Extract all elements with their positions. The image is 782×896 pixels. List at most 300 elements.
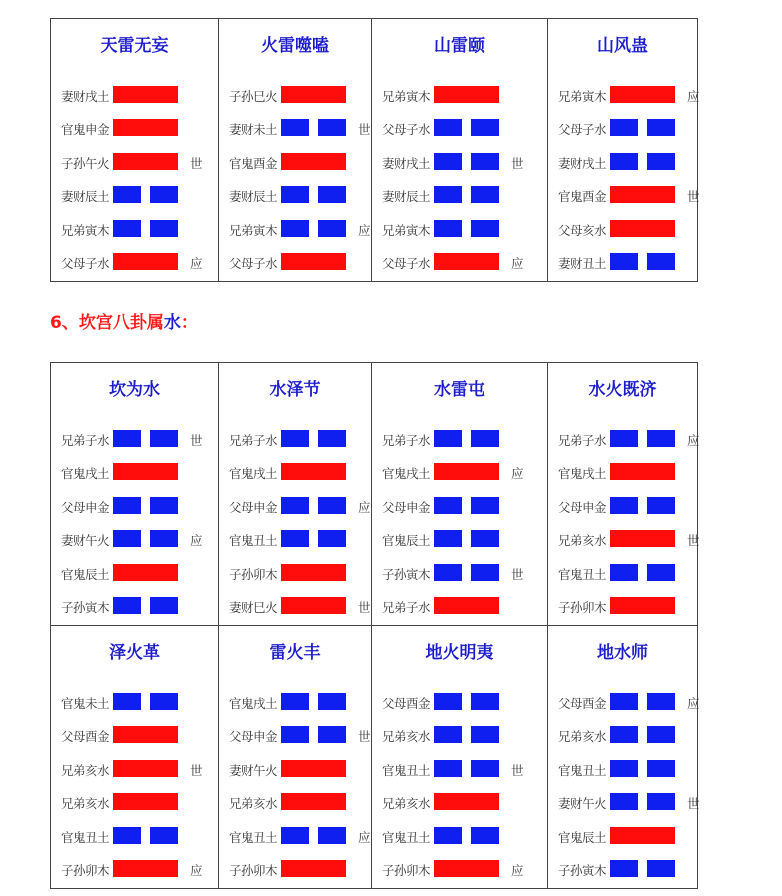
hexagram-line — [219, 860, 371, 880]
line-label: 妻财午火 — [61, 533, 110, 549]
line-label: 兄弟寅木 — [61, 222, 110, 238]
hexagram-line — [219, 827, 371, 847]
hexagram-grid-top — [50, 18, 698, 282]
hexagram-cell — [51, 626, 219, 889]
hexagram-line — [548, 760, 697, 780]
line-label: 子孙巳火 — [229, 89, 278, 104]
yang-line-bar — [113, 463, 178, 480]
yin-line-segment — [610, 693, 638, 710]
yin-line-segment — [281, 497, 309, 514]
yang-line-bar — [113, 726, 178, 743]
hexagram-line — [372, 564, 547, 584]
hexagram-line — [51, 564, 218, 584]
yin-line-segment — [647, 760, 675, 777]
hexagram-cell — [548, 363, 698, 626]
line-position-mark: 世 — [687, 533, 700, 549]
yin-line-segment — [610, 860, 638, 877]
yin-line-segment — [647, 793, 675, 810]
hexagram-line — [548, 220, 697, 240]
line-label: 官鬼戌土 — [382, 466, 431, 482]
line-label: 兄弟子水 — [61, 433, 110, 448]
hexagram-cell — [219, 19, 372, 282]
yin-line-segment — [471, 430, 499, 447]
line-label: 妻财未土 — [229, 122, 278, 138]
line-label: 子孙午火 — [61, 155, 110, 171]
yin-line-segment — [318, 530, 346, 547]
yang-line-bar — [113, 86, 178, 103]
yin-line-segment — [150, 693, 178, 710]
yin-line-segment — [113, 186, 141, 203]
yin-line-segment — [150, 430, 178, 447]
yin-line-segment — [610, 430, 638, 447]
line-position-mark: 应 — [358, 222, 371, 238]
hexagram-name: 雷火丰 — [269, 643, 321, 663]
hexagram-name: 地火明夷 — [425, 643, 494, 663]
line-position-mark: 应 — [358, 499, 371, 515]
yin-line-segment — [434, 827, 462, 844]
yang-line-bar — [113, 760, 178, 777]
yin-line-segment — [318, 693, 346, 710]
yin-line-segment — [434, 530, 462, 547]
yang-line-bar — [434, 597, 499, 614]
yin-line-segment — [150, 186, 178, 203]
line-position-mark: 世 — [190, 155, 203, 171]
hexagram-name: 水火既济 — [588, 380, 657, 400]
hexagram-cell — [548, 19, 698, 282]
hexagram-line — [51, 430, 218, 450]
yin-line-segment — [610, 793, 638, 810]
hexagram-line — [548, 430, 700, 450]
yin-line-segment — [150, 220, 178, 237]
line-label: 兄弟亥水 — [229, 796, 278, 812]
yin-line-segment — [434, 186, 462, 203]
line-position-mark: 应 — [190, 533, 203, 549]
yin-line-segment — [610, 726, 638, 743]
yin-line-segment — [647, 693, 675, 710]
yang-line-bar — [610, 186, 675, 203]
line-position-mark: 应 — [687, 696, 700, 711]
yang-line-bar — [434, 463, 499, 480]
line-label: 父母申金 — [558, 499, 607, 515]
hexagram-name: 水雷屯 — [434, 380, 485, 400]
line-position-mark: 应 — [358, 829, 371, 845]
hexagram-line — [51, 463, 218, 483]
line-position-mark: 应 — [687, 433, 700, 448]
line-label: 官鬼酉金 — [229, 155, 278, 171]
yin-line-segment — [113, 693, 141, 710]
yang-line-bar — [434, 86, 499, 103]
yin-line-segment — [434, 119, 462, 136]
line-position-mark: 应 — [511, 466, 524, 482]
section-heading-accent: 水 — [163, 313, 181, 333]
hexagram-cell — [372, 19, 548, 282]
hexagram-line — [548, 153, 697, 173]
line-label: 兄弟寅木 — [382, 222, 431, 238]
hexagram-cell — [219, 626, 372, 889]
line-position-mark: 世 — [358, 122, 371, 138]
line-position-mark: 世 — [687, 189, 700, 205]
line-label: 父母申金 — [382, 499, 431, 515]
hexagram-line — [219, 186, 371, 206]
yin-line-segment — [647, 564, 675, 581]
line-label: 官鬼戌土 — [558, 466, 607, 482]
hexagram-line — [372, 793, 547, 813]
hexagram-line — [372, 220, 547, 240]
yin-line-segment — [434, 760, 462, 777]
hexagram-line — [51, 253, 218, 273]
yin-line-segment — [318, 726, 346, 743]
line-label: 妻财辰土 — [382, 189, 431, 205]
yang-line-bar — [113, 860, 178, 877]
line-label: 父母酉金 — [61, 729, 110, 745]
line-label: 兄弟亥水 — [61, 762, 110, 778]
yang-line-bar — [281, 597, 346, 614]
yang-line-bar — [113, 119, 178, 136]
yang-line-bar — [281, 860, 346, 877]
yin-line-segment — [281, 430, 309, 447]
line-label: 兄弟子水 — [229, 433, 278, 448]
hexagram-line — [219, 119, 371, 139]
yin-line-segment — [113, 430, 141, 447]
yin-line-segment — [471, 186, 499, 203]
line-label: 兄弟亥水 — [382, 796, 431, 812]
line-label: 妻财巳火 — [229, 600, 278, 615]
line-label: 官鬼申金 — [61, 122, 110, 138]
hexagram-line — [219, 153, 371, 173]
line-label: 兄弟亥水 — [382, 729, 431, 745]
line-label: 兄弟亥水 — [558, 533, 607, 549]
hexagram-line — [51, 726, 218, 746]
line-position-mark: 世 — [687, 796, 700, 812]
hexagram-line — [372, 530, 547, 550]
line-label: 父母申金 — [229, 499, 278, 515]
hexagram-line — [51, 186, 218, 206]
line-label: 子孙卯木 — [229, 566, 278, 582]
yang-line-bar — [281, 253, 346, 270]
hexagram-name: 天雷无妄 — [100, 36, 169, 56]
hexagram-line — [219, 726, 371, 746]
yin-line-segment — [434, 220, 462, 237]
yin-line-segment — [150, 497, 178, 514]
hexagram-cell — [51, 363, 219, 626]
hexagram-line — [219, 463, 371, 483]
line-label: 父母子水 — [382, 122, 431, 138]
yang-line-bar — [281, 463, 346, 480]
hexagram-line — [372, 153, 547, 173]
line-label: 父母酉金 — [558, 696, 607, 711]
line-label: 父母亥水 — [558, 222, 607, 238]
yang-line-bar — [281, 564, 346, 581]
hexagram-line — [372, 597, 547, 617]
yin-line-segment — [281, 119, 309, 136]
hexagram-line — [51, 153, 218, 173]
hexagram-line — [372, 860, 547, 880]
yin-line-segment — [471, 726, 499, 743]
hexagram-name: 山风蛊 — [597, 36, 648, 56]
line-position-mark: 世 — [358, 729, 371, 745]
hexagram-line — [51, 530, 218, 550]
line-label: 父母子水 — [382, 256, 431, 271]
yin-line-segment — [150, 530, 178, 547]
line-label: 子孙卯木 — [229, 863, 278, 878]
hexagram-line — [51, 220, 218, 240]
yin-line-segment — [318, 430, 346, 447]
line-label: 兄弟子水 — [382, 433, 431, 448]
yin-line-segment — [434, 564, 462, 581]
line-label: 兄弟寅木 — [382, 89, 431, 104]
hexagram-cell — [548, 626, 698, 889]
hexagram-name: 火雷噬嗑 — [261, 36, 329, 56]
yin-line-segment — [647, 860, 675, 877]
line-position-mark: 应 — [687, 89, 700, 104]
line-label: 官鬼未土 — [61, 696, 110, 711]
line-label: 妻财午火 — [229, 762, 278, 778]
yin-line-segment — [281, 693, 309, 710]
yin-line-segment — [318, 119, 346, 136]
yin-line-segment — [113, 497, 141, 514]
line-label: 兄弟寅木 — [558, 89, 607, 104]
yang-line-bar — [281, 760, 346, 777]
yin-line-segment — [281, 827, 309, 844]
yin-line-segment — [281, 726, 309, 743]
hexagram-name: 水泽节 — [269, 380, 321, 400]
yang-line-bar — [281, 153, 346, 170]
line-label: 子孙卯木 — [558, 600, 607, 615]
yang-line-bar — [281, 86, 346, 103]
yin-line-segment — [647, 497, 675, 514]
hexagram-cell — [51, 19, 219, 282]
line-label: 妻财辰土 — [229, 189, 278, 205]
line-label: 子孙寅木 — [558, 863, 607, 878]
line-label: 妻财戌土 — [382, 155, 431, 171]
hexagram-line — [372, 463, 547, 483]
yin-line-segment — [610, 119, 638, 136]
line-label: 官鬼酉金 — [558, 189, 607, 205]
hexagram-line — [219, 497, 371, 517]
yang-line-bar — [113, 253, 178, 270]
hexagram-line — [548, 530, 700, 550]
line-position-mark: 应 — [511, 863, 524, 878]
hexagram-line — [219, 86, 371, 106]
line-label: 妻财辰土 — [61, 189, 110, 205]
line-label: 官鬼丑土 — [382, 762, 431, 778]
line-position-mark: 世 — [190, 433, 203, 448]
line-label: 父母酉金 — [382, 696, 431, 711]
hexagram-line — [548, 793, 700, 813]
line-label: 子孙寅木 — [382, 566, 431, 582]
yang-line-bar — [610, 463, 675, 480]
line-label: 官鬼戌土 — [229, 466, 278, 482]
yin-line-segment — [647, 430, 675, 447]
yin-line-segment — [471, 760, 499, 777]
hexagram-line — [219, 760, 371, 780]
hexagram-cell — [372, 626, 548, 889]
yang-line-bar — [434, 860, 499, 877]
line-label: 父母子水 — [558, 122, 607, 138]
line-label: 官鬼戌土 — [229, 696, 278, 711]
hexagram-line — [51, 86, 218, 106]
hexagram-line — [219, 530, 371, 550]
line-label: 父母子水 — [229, 256, 278, 271]
hexagram-line — [219, 564, 371, 584]
hexagram-line — [548, 860, 697, 880]
yin-line-segment — [318, 220, 346, 237]
line-label: 兄弟亥水 — [558, 729, 607, 745]
hexagram-line — [219, 253, 371, 273]
yang-line-bar — [610, 86, 675, 103]
line-label: 兄弟寅木 — [229, 222, 278, 238]
yin-line-segment — [318, 827, 346, 844]
hexagram-line — [219, 220, 371, 240]
yang-line-bar — [434, 253, 499, 270]
yin-line-segment — [281, 220, 309, 237]
yin-line-segment — [113, 827, 141, 844]
yin-line-segment — [113, 530, 141, 547]
yang-line-bar — [610, 597, 675, 614]
line-label: 官鬼丑土 — [558, 566, 607, 582]
line-label: 妻财丑土 — [558, 256, 607, 271]
line-label: 父母申金 — [229, 729, 278, 745]
hexagram-line — [548, 597, 697, 617]
yin-line-segment — [318, 497, 346, 514]
yin-line-segment — [281, 186, 309, 203]
yin-line-segment — [113, 220, 141, 237]
yin-line-segment — [318, 186, 346, 203]
yang-line-bar — [113, 153, 178, 170]
line-position-mark: 应 — [190, 863, 203, 878]
yin-line-segment — [471, 564, 499, 581]
hexagram-line — [372, 86, 547, 106]
hexagram-line — [548, 564, 697, 584]
hexagram-line — [548, 119, 697, 139]
section-heading-prefix: 6、坎宫八卦属 — [50, 313, 164, 333]
hexagram-line — [51, 693, 218, 713]
yin-line-segment — [647, 153, 675, 170]
hexagram-line — [219, 693, 371, 713]
yang-line-bar — [610, 530, 675, 547]
hexagram-line — [372, 726, 547, 746]
hexagram-name: 地水师 — [597, 643, 648, 663]
hexagram-line — [372, 430, 547, 450]
section-heading — [50, 308, 198, 333]
line-label: 官鬼戌土 — [61, 466, 110, 482]
hexagram-line — [548, 497, 697, 517]
line-position-mark: 应 — [511, 256, 524, 271]
line-label: 官鬼辰土 — [558, 829, 607, 845]
yin-line-segment — [471, 530, 499, 547]
line-label: 官鬼辰土 — [61, 566, 110, 582]
yang-line-bar — [610, 220, 675, 237]
hexagram-line — [548, 827, 697, 847]
line-label: 官鬼丑土 — [382, 829, 431, 845]
hexagram-line — [548, 253, 697, 273]
hexagram-line — [372, 760, 547, 780]
yin-line-segment — [610, 760, 638, 777]
line-label: 兄弟子水 — [558, 433, 607, 448]
line-label: 子孙寅木 — [61, 600, 110, 615]
hexagram-line — [51, 793, 218, 813]
hexagram-cell — [219, 363, 372, 626]
hexagram-line — [51, 760, 218, 780]
hexagram-line — [372, 253, 547, 273]
hexagram-line — [372, 827, 547, 847]
line-label: 兄弟亥水 — [61, 796, 110, 812]
hexagram-name: 山雷颐 — [434, 36, 485, 56]
line-position-mark: 世 — [511, 155, 524, 171]
line-label: 子孙卯木 — [382, 863, 431, 878]
line-label: 妻财戌土 — [558, 155, 607, 171]
hexagram-line — [372, 186, 547, 206]
section-heading-suffix: ： — [180, 313, 198, 333]
yin-line-segment — [150, 827, 178, 844]
hexagram-line — [548, 693, 700, 713]
yin-line-segment — [434, 153, 462, 170]
line-position-mark: 世 — [358, 600, 371, 615]
line-label: 妻财戌土 — [61, 89, 110, 104]
yang-line-bar — [434, 793, 499, 810]
yin-line-segment — [647, 726, 675, 743]
hexagram-line — [219, 430, 371, 450]
yin-line-segment — [434, 726, 462, 743]
yin-line-segment — [471, 220, 499, 237]
hexagram-line — [51, 827, 218, 847]
yin-line-segment — [281, 530, 309, 547]
yin-line-segment — [471, 153, 499, 170]
yang-line-bar — [113, 564, 178, 581]
hexagram-line — [219, 597, 371, 617]
line-label: 官鬼丑土 — [229, 533, 278, 549]
hexagram-line — [548, 86, 700, 106]
yin-line-segment — [471, 497, 499, 514]
line-label: 子孙卯木 — [61, 863, 110, 878]
hexagram-line — [372, 497, 547, 517]
yin-line-segment — [610, 153, 638, 170]
yin-line-segment — [471, 693, 499, 710]
hexagram-cell — [372, 363, 548, 626]
yin-line-segment — [610, 497, 638, 514]
yin-line-segment — [113, 597, 141, 614]
hexagram-line — [51, 597, 218, 617]
yin-line-segment — [647, 119, 675, 136]
line-label: 官鬼丑土 — [229, 829, 278, 845]
yin-line-segment — [471, 827, 499, 844]
hexagram-line — [548, 463, 697, 483]
yin-line-segment — [471, 119, 499, 136]
line-position-mark: 世 — [190, 762, 203, 778]
hexagram-line — [548, 186, 700, 206]
hexagram-line — [51, 497, 218, 517]
line-label: 官鬼丑土 — [61, 829, 110, 845]
hexagram-line — [51, 119, 218, 139]
line-label: 官鬼辰土 — [382, 533, 431, 549]
yin-line-segment — [150, 597, 178, 614]
line-label: 父母子水 — [61, 256, 110, 271]
yang-line-bar — [281, 793, 346, 810]
hexagram-line — [372, 119, 547, 139]
hexagram-name: 泽火革 — [109, 643, 160, 663]
hexagram-line — [219, 793, 371, 813]
hexagram-grid-kan-palace — [50, 362, 698, 889]
yin-line-segment — [610, 564, 638, 581]
yang-line-bar — [610, 827, 675, 844]
yin-line-segment — [610, 253, 638, 270]
line-label: 官鬼丑土 — [558, 762, 607, 778]
line-label: 兄弟子水 — [382, 600, 431, 615]
line-label: 妻财午火 — [558, 796, 607, 812]
yin-line-segment — [434, 693, 462, 710]
line-position-mark: 世 — [511, 762, 524, 778]
yin-line-segment — [434, 430, 462, 447]
